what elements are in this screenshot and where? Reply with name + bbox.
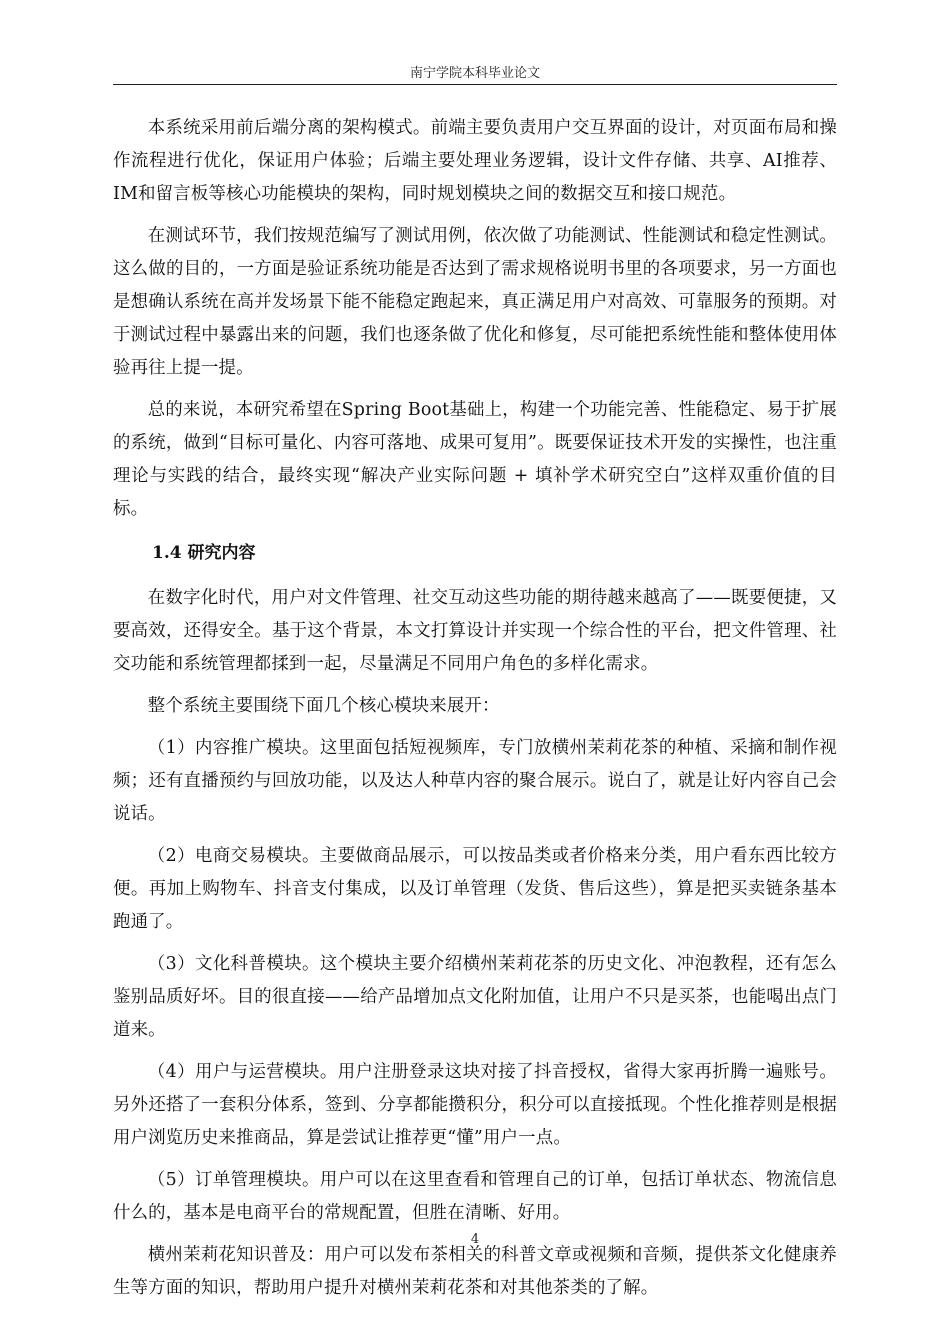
list-item: （3）文化科普模块。这个模块主要介绍横州茉莉花茶的历史文化、冲泡教程，还有怎么鉴别品质好坏。目的很直接——给产品增加点文化附加值，让用户不只是买茶，也能喝出点门道来。 [113,954,837,1040]
running-header: 南宁学院本科毕业论文 [409,66,540,81]
section-number: 1.4 [152,543,182,563]
list-item: （5）订单管理模块。用户可以在这里查看和管理自己的订单，包括订单状态、物流信息什么的，基本是电商平台的常规配置，但胜在清晰、好用。 [113,1170,837,1223]
page-body [113,112,837,1314]
paragraph: 在测试环节，我们按规范编写了测试用例，依次做了功能测试、性能测试和稳定性测试。这么做的目的，一方面是验证系统功能是否达到了需求规格说明书里的各项要求，另一方面也是想确认系统在高并发场景下能不能稳定跑起来，真正满足用户对高效、可靠服务的预期。对于测试过程中暴露出来的问题，我们也逐条做了优化和修复，尽可能把系统性能和整体使用体验再往上提一提。 [113,226,837,378]
page-number: 4 [470,1232,480,1247]
section-title: 研究内容 [187,543,256,563]
section-heading [152,537,837,570]
paragraph: 横州茉莉花知识普及：用户可以发布茶相关的科普文章或视频和音频，提供茶文化健康养生等方面的知识，帮助用户提升对横州茉莉花茶和对其他茶类的了解。 [113,1245,837,1298]
paragraph: 整个系统主要围绕下面几个核心模块来展开： [147,696,500,716]
header-rule [113,84,837,85]
list-item: （2）电商交易模块。主要做商品展示，可以按品类或者价格来分类，用户看东西比较方便。再加上购物车、抖音支付集成，以及订单管理（发货、售后这些），算是把买卖链条基本跑通了。 [113,846,837,932]
paragraph: 在数字化时代，用户对文件管理、社交互动这些功能的期待越来越高了——既要便捷，又要高效，还得安全。基于这个背景，本文打算设计并实现一个综合性的平台，把文件管理、社交功能和系统管理都揉到一起，尽量满足不同用户角色的多样化需求。 [113,588,837,674]
paragraph: 本系统采用前后端分离的架构模式。前端主要负责用户交互界面的设计，对页面布局和操作流程进行优化，保证用户体验；后端主要处理业务逻辑，设计文件存储、共享、AI推荐、IM和留言板等核心功能模块的架构，同时规划模块之间的数据交互和接口规范。 [113,118,837,204]
list-item: （4）用户与运营模块。用户注册登录这块对接了抖音授权，省得大家再折腾一遍账号。另外还搭了一套积分体系，签到、分享都能攒积分，积分可以直接抵现。个性化推荐则是根据用户浏览历史来推商品，算是尝试让推荐更“懂”用户一点。 [113,1062,837,1148]
list-item: （1）内容推广模块。这里面包括短视频库，专门放横州茉莉花茶的种植、采摘和制作视频；还有直播预约与回放功能，以及达人种草内容的聚合展示。说白了，就是让好内容自己会说话。 [113,738,837,824]
paragraph: 总的来说，本研究希望在Spring Boot基础上，构建一个功能完善、性能稳定、易于扩展的系统，做到“目标可量化、内容可落地、成果可复用”。既要保证技术开发的实操性，也注重理论与实践的结合，最终实现“解决产业实际问题 + 填补学术研究空白”这样双重价值的目标。 [113,400,837,519]
